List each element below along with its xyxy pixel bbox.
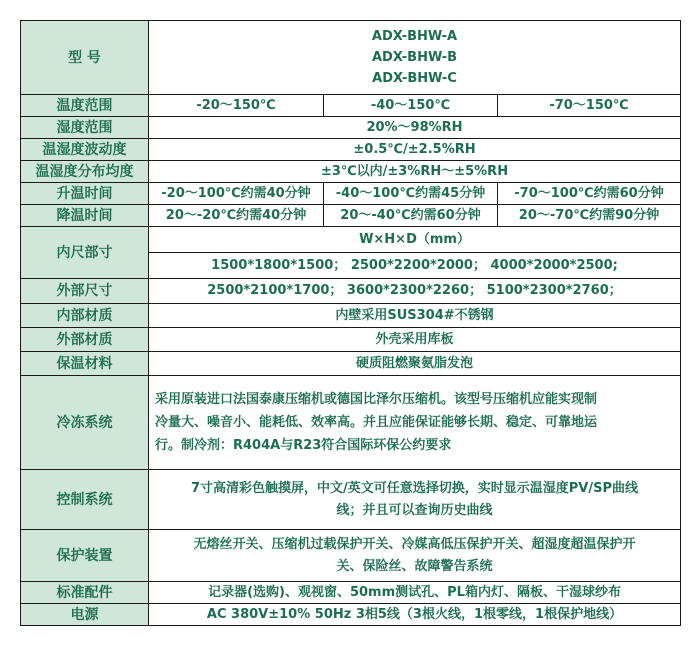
power-label: 电源 [21, 604, 149, 626]
model-b: ADX-BHW-B [371, 50, 458, 65]
outer-size-label: 外部尺寸 [21, 279, 149, 304]
row-refrigeration [21, 376, 681, 470]
control-value [149, 470, 681, 530]
refrigeration-line-1: 采用原装进口法国泰康压缩机或德国比泽尔压缩机。该型号压缩机应能实现制 [155, 392, 598, 407]
model-a: ADX-BHW-A [371, 29, 458, 44]
row-accessories [21, 582, 681, 604]
refrigeration-line-3: 行。制冷剂：R404A与R23符合国际环保公约要求 [155, 438, 452, 453]
refrigeration-line-2: 冷量大、噪音小、能耗低、效率高。并且应能保证能够长期、稳定、可靠地运 [155, 415, 598, 430]
inner-size-label: 内尺部寸 [21, 227, 149, 279]
refrigeration-value [149, 376, 681, 470]
row-humidity-range [21, 117, 681, 139]
row-cooling [21, 205, 681, 227]
power-value: AC 380V±10% 50Hz 3相5线（3根火线，1根零线，1根保护地线） [149, 604, 681, 626]
model-label: 型 号 [21, 21, 149, 95]
refrigeration-label: 冷冻系统 [21, 376, 149, 470]
heating-label: 升温时间 [21, 183, 149, 205]
row-model [21, 21, 681, 95]
row-insulation [21, 352, 681, 376]
model-c: ADX-BHW-C [372, 71, 457, 86]
cooling-a: 20～-20℃约需40分钟 [149, 205, 324, 227]
inner-material-value: 内壁采用SUS304#不锈钢 [149, 304, 681, 328]
row-fluctuation [21, 139, 681, 161]
control-label: 控制系统 [21, 470, 149, 530]
row-heating [21, 183, 681, 205]
fluctuation-label: 温湿度波动度 [21, 139, 149, 161]
inner-size-header: W×H×D（mm） [149, 227, 681, 253]
row-outer-material [21, 328, 681, 352]
accessories-label: 标准配件 [21, 582, 149, 604]
uniformity-value: ±3℃以内/±3%RH～±5%RH [149, 161, 681, 183]
protection-value [149, 530, 681, 582]
row-uniformity [21, 161, 681, 183]
cooling-label: 降温时间 [21, 205, 149, 227]
row-outer-size [21, 279, 681, 304]
protection-line-1: 无熔丝开关、压缩机过载保护开关、冷媒高低压保护开关、超湿度超温保护开 [193, 536, 636, 552]
spec-table [20, 20, 681, 626]
row-protection [21, 530, 681, 582]
inner-size-value: 1500*1800*1500； 2500*2200*2000； 4000*2000*2500; [149, 253, 681, 279]
cooling-c: 20～-70℃约需90分钟 [498, 205, 681, 227]
protection-label: 保护装置 [21, 530, 149, 582]
outer-material-label: 外部材质 [21, 328, 149, 352]
fluctuation-value: ±0.5℃/±2.5%RH [149, 139, 681, 161]
temp-range-label: 温度范围 [21, 95, 149, 117]
row-temp-range [21, 95, 681, 117]
protection-line-2: 关、保险丝、故障警告系统 [336, 558, 493, 574]
row-power [21, 604, 681, 626]
accessories-value: 记录器(选购)、观视窗、50mm测试孔、PL箱内灯、隔板、干湿球纱布 [149, 582, 681, 604]
outer-material-value: 外壳采用库板 [149, 328, 681, 352]
control-line-2: 线；并且可以查询历史曲线 [336, 502, 493, 518]
model-values [149, 21, 681, 95]
temp-range-c: -70～150℃ [498, 95, 681, 117]
humidity-range-value: 20%～98%RH [149, 117, 681, 139]
inner-material-label: 内部材质 [21, 304, 149, 328]
outer-size-value: 2500*2100*1700； 3600*2300*2260； 5100*2300*2760； [149, 279, 681, 304]
insulation-label: 保温材料 [21, 352, 149, 376]
cooling-b: 20～-40℃约需60分钟 [324, 205, 498, 227]
uniformity-label: 温湿度分布均度 [21, 161, 149, 183]
humidity-range-label: 湿度范围 [21, 117, 149, 139]
heating-c: -70～100℃约需60分钟 [498, 183, 681, 205]
row-inner-size-header [21, 227, 681, 253]
row-control [21, 470, 681, 530]
temp-range-b: -40～150℃ [324, 95, 498, 117]
insulation-value: 硬质阻燃聚氨脂发泡 [149, 352, 681, 376]
heating-b: -40～100℃约需45分钟 [324, 183, 498, 205]
heating-a: -20～100℃约需40分钟 [149, 183, 324, 205]
row-inner-material [21, 304, 681, 328]
control-line-1: 7寸高清彩色触摸屏，中文/英文可任意选择切换，实时显示温湿度PV/SP曲线 [190, 480, 639, 496]
temp-range-a: -20～150℃ [149, 95, 324, 117]
